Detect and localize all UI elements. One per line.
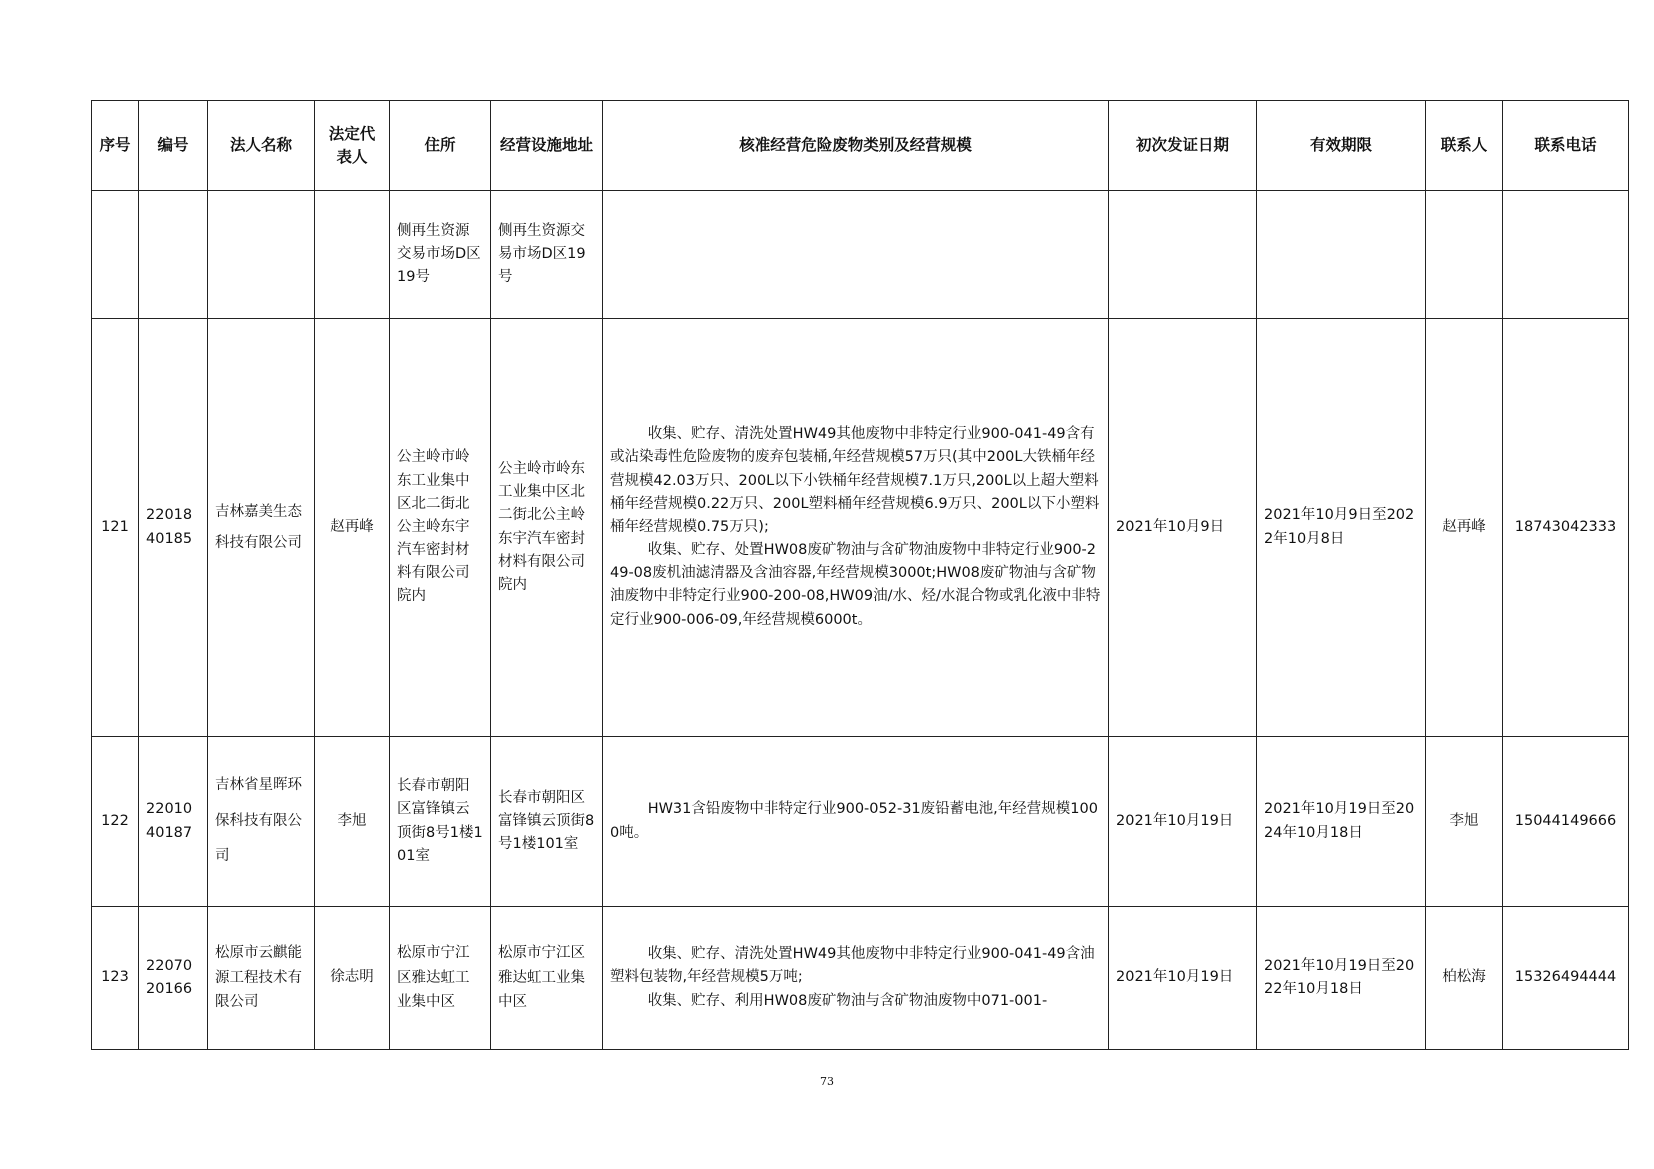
cell-phone: 15044149666 [1503,737,1629,907]
cell-code: 2201040187 [139,737,208,907]
cell-rep: 赵再峰 [315,319,390,737]
cell-scope [603,907,1109,1050]
cell-rep: 徐志明 [315,907,390,1050]
table-row [92,191,1629,319]
cell-name: 松原市云麒能源工程技术有限公司 [208,907,315,1050]
cell-facility: 长春市朝阳区富锋镇云顶街8号1楼101室 [491,737,603,907]
permit-table [91,100,1629,1050]
cell-seq: 121 [92,319,139,737]
scope-paragraph: 收集、贮存、清洗处置HW49其他废物中非特定行业900-041-49含油塑料包装物,年经营规模5万吨; [610,946,1095,986]
cell-scope [603,737,1109,907]
cell-scope [603,319,1109,737]
cell-address: 长春市朝阳区富锋镇云顶街8号1楼101室 [390,737,491,907]
table-row [92,737,1629,907]
cell-facility: 侧再生资源交易市场D区19号 [491,191,603,319]
col-header-scope: 核准经营危险废物类别及经营规模 [603,101,1109,191]
cell-facility: 公主岭市岭东工业集中区北二街北公主岭东宇汽车密封材料有限公司院内 [491,319,603,737]
cell-address: 侧再生资源交易市场D区19号 [390,191,491,319]
cell-seq: 123 [92,907,139,1050]
col-header-first-date: 初次发证日期 [1109,101,1257,191]
cell-phone [1503,191,1629,319]
cell-contact [1426,191,1503,319]
cell-code: 2201840185 [139,319,208,737]
cell-first-date: 2021年10月9日 [1109,319,1257,737]
col-header-valid: 有效期限 [1257,101,1426,191]
cell-name: 吉林嘉美生态科技有限公司 [208,319,315,737]
col-header-seq: 序号 [92,101,139,191]
cell-valid: 2021年10月19日至2024年10月18日 [1257,737,1426,907]
cell-valid: 2021年10月9日至2022年10月8日 [1257,319,1426,737]
scope-paragraph: 收集、贮存、处置HW08废矿物油与含矿物油废物中非特定行业900-249-08废机油滤清器及含油容器,年经营规模3000t;HW08废矿物油与含矿物油废物中非特定行业900-200-08,HW09油/水、烃/水混合物或乳化液中非特定行业900-006-09,年经营规模6000t。 [610,542,1101,628]
cell-rep [315,191,390,319]
cell-valid: 2021年10月19日至2022年10月18日 [1257,907,1426,1050]
cell-valid [1257,191,1426,319]
col-header-contact: 联系人 [1426,101,1503,191]
cell-address: 松原市宁江区雅达虹工业集中区 [390,907,491,1050]
cell-address: 公主岭市岭东工业集中区北二街北公主岭东宇汽车密封材料有限公司院内 [390,319,491,737]
col-header-rep: 法定代表人 [315,101,390,191]
cell-contact: 李旭 [1426,737,1503,907]
scope-paragraph: 收集、贮存、清洗处置HW49其他废物中非特定行业900-041-49含有或沾染毒性危险废物的废弃包装桶,年经营规模57万只(其中200L大铁桶年经营规模42.03万只、200L以下小铁桶年经营规模7.1万只,200L以上超大塑料桶年经营规模0.22万只、200L塑料桶年经营规模6.9万只、200L以下小塑料桶年经营规模0.75万只); [610,426,1100,535]
cell-code: 2207020166 [139,907,208,1050]
col-header-address: 住所 [390,101,491,191]
scope-paragraph: HW31含铅废物中非特定行业900-052-31废铅蓄电池,年经营规模1000吨。 [610,801,1098,841]
table-row [92,319,1629,737]
cell-first-date: 2021年10月19日 [1109,737,1257,907]
col-header-code: 编号 [139,101,208,191]
col-header-facility: 经营设施地址 [491,101,603,191]
page-number: 73 [820,1075,834,1088]
cell-code [139,191,208,319]
col-header-phone: 联系电话 [1503,101,1629,191]
cell-rep: 李旭 [315,737,390,907]
header-row [92,101,1629,191]
cell-facility: 松原市宁江区雅达虹工业集中区 [491,907,603,1050]
col-header-name: 法人名称 [208,101,315,191]
cell-name [208,191,315,319]
cell-first-date: 2021年10月19日 [1109,907,1257,1050]
cell-scope [603,191,1109,319]
cell-seq [92,191,139,319]
table-row [92,907,1629,1050]
cell-first-date [1109,191,1257,319]
scope-paragraph: 收集、贮存、利用HW08废矿物油与含矿物油废物中071-001- [647,992,1048,1009]
cell-name: 吉林省星晖环保科技有限公司 [208,737,315,907]
cell-phone: 15326494444 [1503,907,1629,1050]
cell-phone: 18743042333 [1503,319,1629,737]
cell-contact: 柏松海 [1426,907,1503,1050]
cell-seq: 122 [92,737,139,907]
cell-contact: 赵再峰 [1426,319,1503,737]
